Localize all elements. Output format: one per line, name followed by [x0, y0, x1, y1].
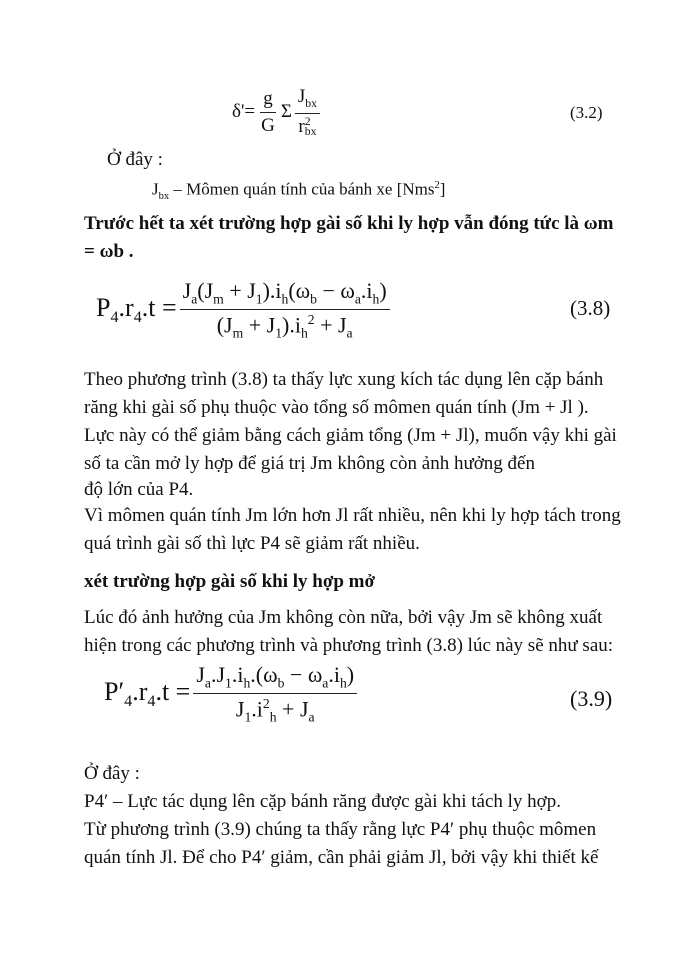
- equation-number-3-2: (3.2): [570, 103, 603, 122]
- where-label-2: Ở đây :: [84, 763, 140, 784]
- equation-number-3-9: (3.9): [570, 686, 613, 711]
- paragraph-2-line-2: hiện trong các phương trình và phương trình (3.8) lúc này sẽ như sau:: [84, 635, 614, 656]
- eq32-lhs: δ'=: [232, 101, 256, 123]
- eq32-frac2-den: [295, 114, 319, 138]
- def-symbol-sub: bx: [158, 191, 170, 203]
- def-text: – Mômen quán tính của bánh xe [Nms: [169, 179, 435, 199]
- eq39-denominator: $J_1.i^2_h + J_a$: [235, 696, 315, 726]
- def-unit-sup: 2: [434, 180, 440, 191]
- heading-clutch-engaged-line2: = ωb .: [84, 241, 134, 262]
- eq32-frac1-num: g: [260, 88, 276, 113]
- paragraph-1-line-5: độ lớn của P4.: [84, 479, 194, 500]
- paragraph-3-line-3: Từ phương trình (3.9) chúng ta thấy rằng lực P4′ phụ thuộc mômen: [84, 819, 597, 840]
- eq32-sigma: Σ: [280, 101, 292, 123]
- eq39-lhs: $P'_4.r_4.t$ =: [104, 676, 191, 711]
- paragraph-1-line-1: Theo phương trình (3.8) ta thấy lực xung kích tác dụng lên cặp bánh: [84, 369, 604, 390]
- eq38-numerator: $J_a(J_m + J_1).i_h(\omega_b - \omega_a.i_h)$: [180, 278, 390, 310]
- heading-clutch-open: xét trường hợp gài số khi ly hợp mở: [84, 571, 376, 592]
- heading-clutch-engaged-line1: Trước hết ta xét trường hợp gài số khi ly hợp vẫn đóng tức là ωm: [84, 213, 614, 234]
- where-label-1: Ở đây :: [107, 149, 163, 170]
- eq32-frac1-den: G: [261, 114, 275, 136]
- equation-3-8: [96, 278, 393, 342]
- paragraph-1-line-6: Vì mômen quán tính Jm lớn hơn Jl rất nhiều, nên khi ly hợp tách trong: [84, 505, 621, 526]
- eq32-J-sub: bx: [305, 96, 318, 110]
- paragraph-2-line-1: Lúc đó ảnh hưởng của Jm không còn nữa, bởi vậy Jm sẽ không xuất: [84, 607, 603, 628]
- eq32-r: r: [298, 115, 305, 137]
- paragraph-3-line-2: P4′ – Lực tác dụng lên cặp bánh răng được gài khi tách ly hợp.: [84, 791, 561, 812]
- eq39-fraction: [193, 662, 357, 726]
- equation-3-9: [104, 662, 360, 726]
- paragraph-1-line-4: số ta cần mở ly hợp để giá trị Jm không còn ảnh hưởng đến: [84, 453, 535, 474]
- eq39-numerator: $J_a.J_1.i_h.(\omega_b - \omega_a.i_h)$: [193, 662, 357, 694]
- equation-3-2: [232, 86, 323, 138]
- eq32-r-sub: bx: [304, 125, 317, 139]
- paragraph-1-line-3: Lực này có thể giảm bằng cách giảm tổng (Jm + Jl), muốn vậy khi gài: [84, 425, 617, 446]
- eq38-denominator: $(J_m + J_1).i_h^2 + J_a$: [216, 312, 353, 342]
- paragraph-3-line-4: quán tính Jl. Để cho P4′ giảm, cần phải giảm Jl, bởi vậy khi thiết kế: [84, 847, 599, 868]
- paragraph-1-line-7: quá trình gài số thì lực P4 sẽ giảm rất nhiều.: [84, 533, 420, 554]
- eq38-fraction: [180, 278, 390, 342]
- eq32-frac2-num: [295, 86, 320, 114]
- paragraph-1-line-2: răng khi gài số phụ thuộc vào tổng số mômen quán tính (Jm + Jl ).: [84, 397, 589, 418]
- eq32-r-sup: 2: [304, 114, 311, 128]
- eq38-lhs: $P_4.r_4.t$ =: [96, 292, 177, 327]
- def-close: ]: [439, 179, 446, 199]
- eq32-J: J: [297, 86, 306, 107]
- def-symbol: J: [152, 179, 159, 199]
- eq32-frac-J-over-r2: [295, 86, 320, 138]
- equation-number-3-8: (3.8): [570, 296, 611, 320]
- eq32-frac-g-over-G: [258, 88, 278, 137]
- definition-Jbx: [152, 172, 445, 211]
